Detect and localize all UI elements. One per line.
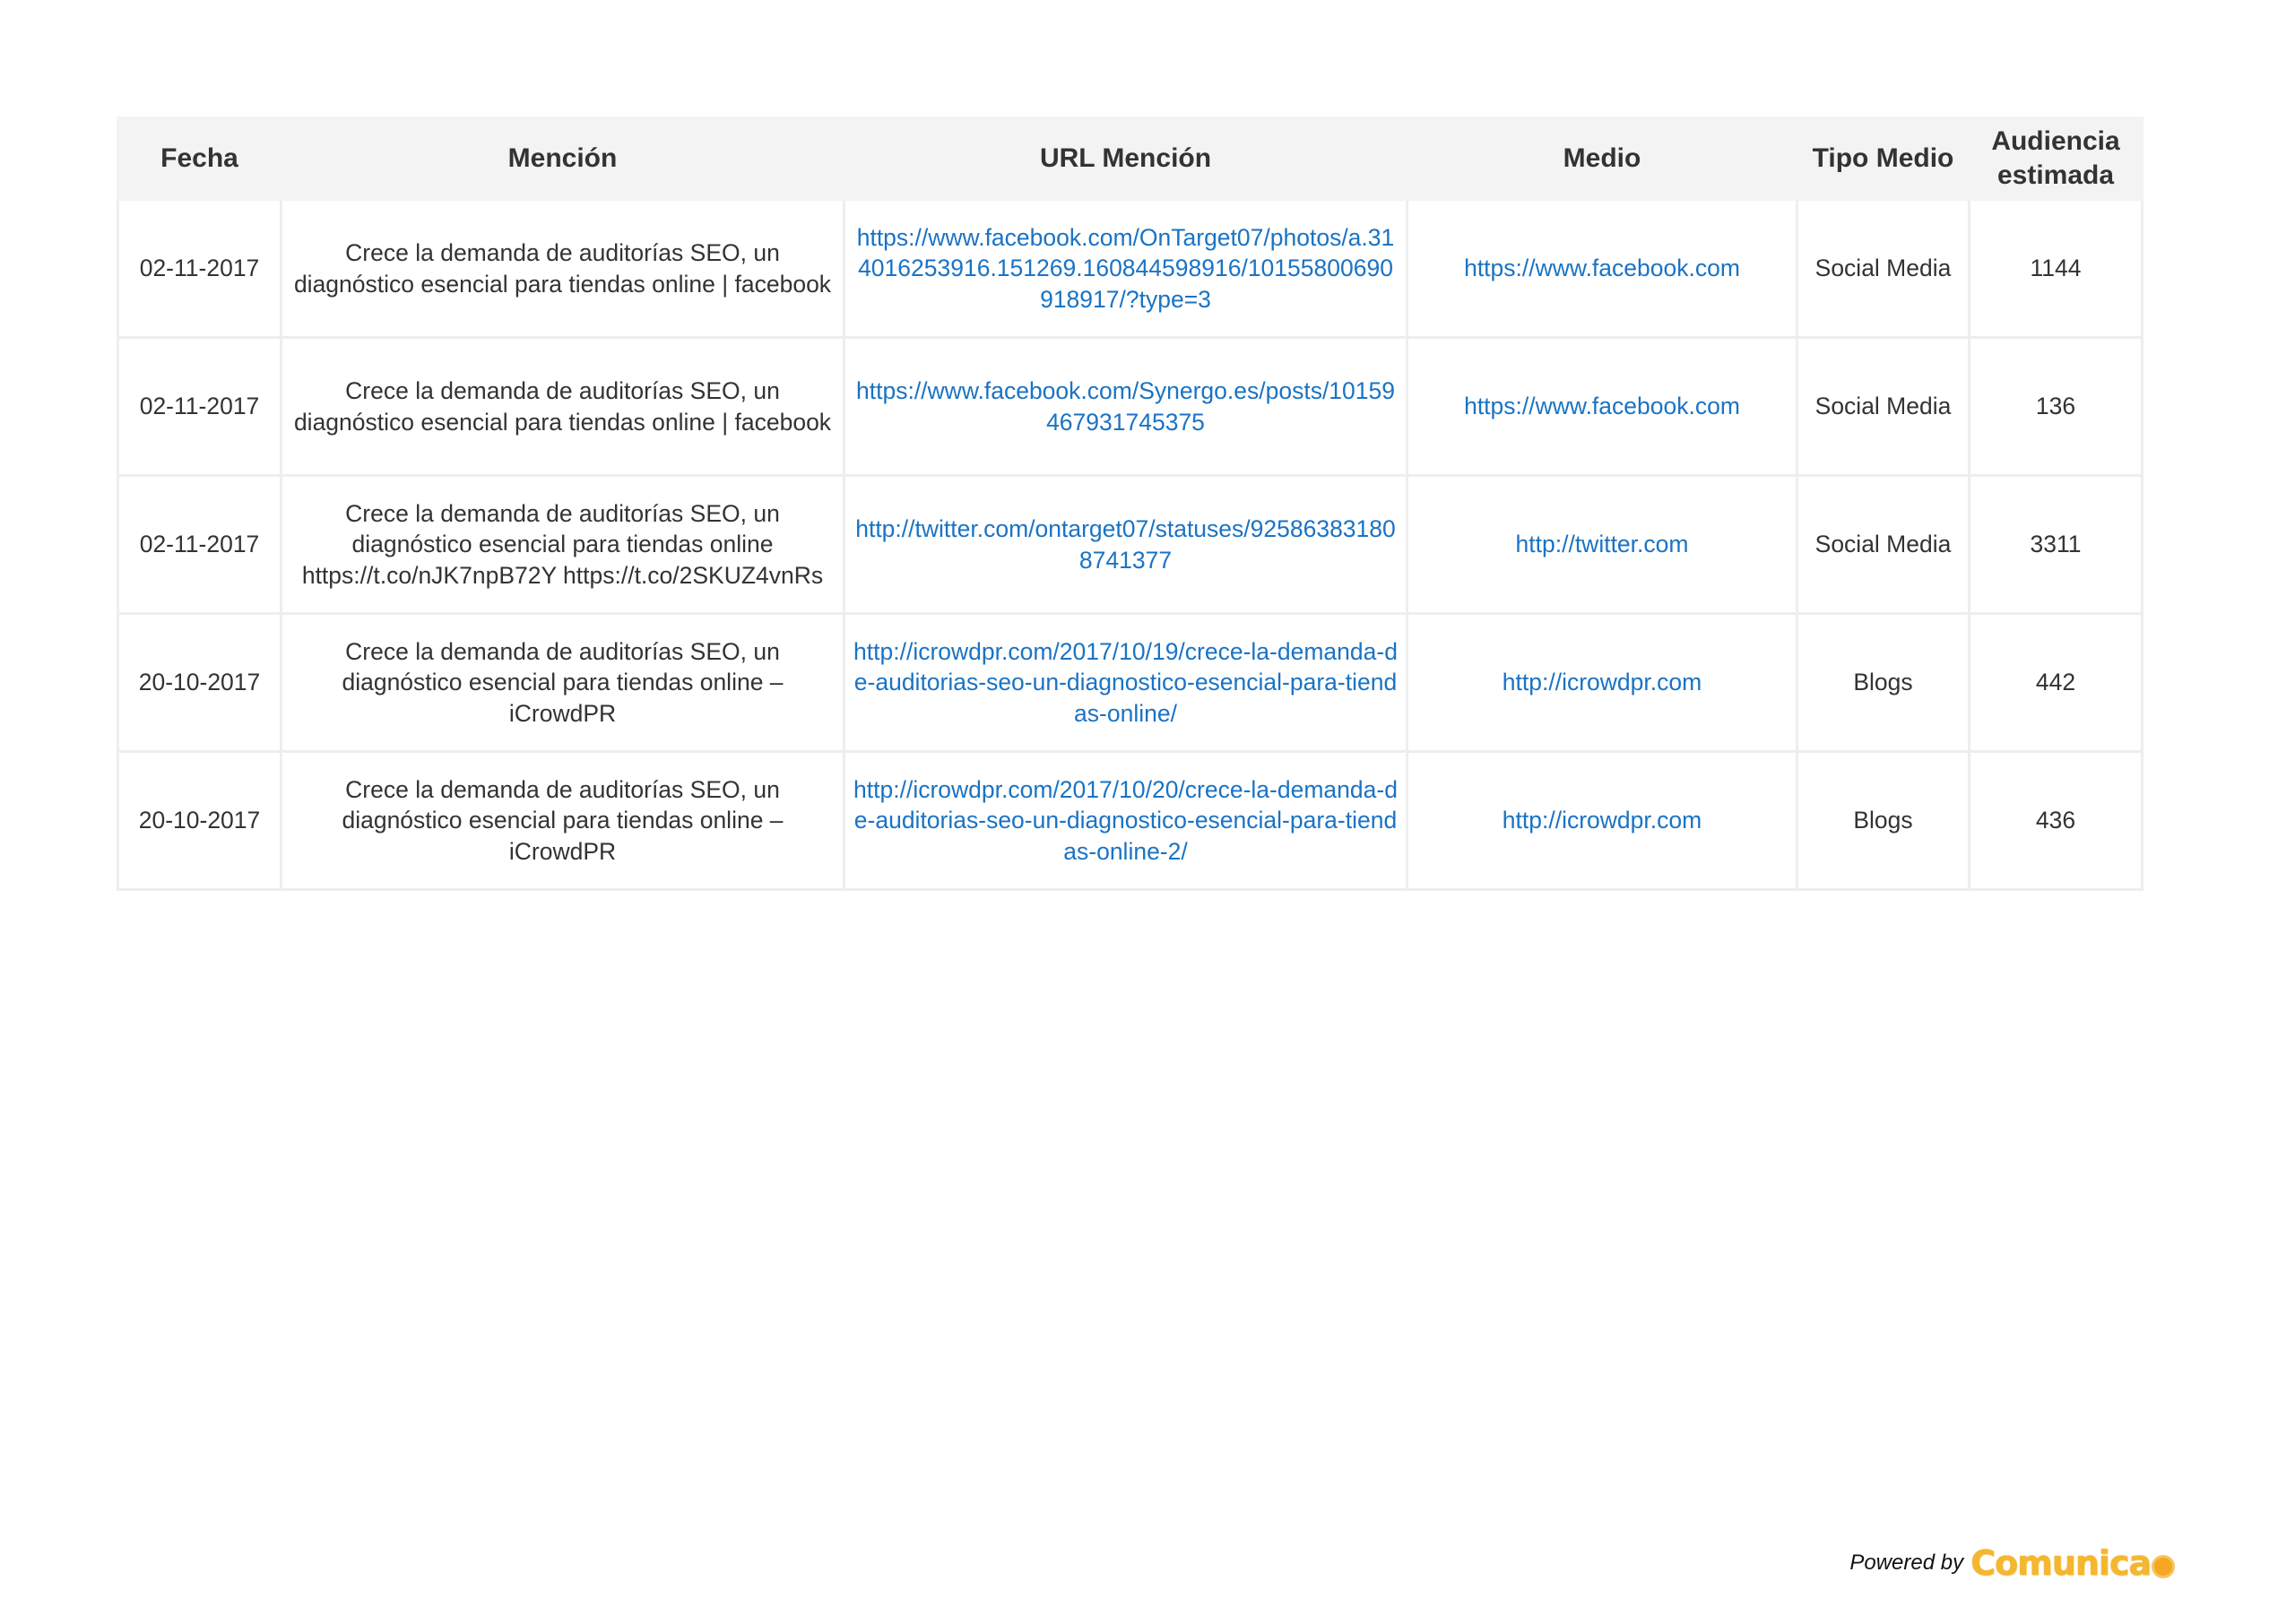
url-mencion-link[interactable]: https://www.facebook.com/OnTarget07/photos/a.314016253916.151269.160844598916/10155800690918917/?type=3 [856,223,1395,313]
url-mencion-link[interactable]: http://icrowdpr.com/2017/10/19/crece-la-demanda-de-auditorias-seo-un-diagnostico-esencial-para-tiendas-online/ [853,637,1398,727]
medio-link[interactable]: http://twitter.com [1515,531,1689,558]
powered-by-text: Powered by [1849,1551,1964,1575]
mencion-cell: Crece la demanda de auditorías SEO, un diagnóstico esencial para tiendas online – iCrowdPR [281,752,844,890]
medio-link[interactable]: https://www.facebook.com [1464,255,1740,282]
audiencia-cell: 436 [1970,752,2143,890]
table-row [118,338,2143,476]
footer [1849,1543,2175,1583]
column-header-tipo-medio: Tipo Medio [1797,118,1970,200]
tipo-medio-cell: Blogs [1797,614,1970,752]
table-row [118,752,2143,890]
medio-link[interactable]: http://icrowdpr.com [1502,807,1702,834]
column-header-fecha: Fecha [118,118,281,200]
medio-cell [1407,752,1797,890]
table-row [118,200,2143,338]
tipo-medio-cell: Social Media [1797,338,1970,476]
fecha-cell: 02-11-2017 [118,476,281,614]
mentions-table [117,117,2143,891]
url-mencion-link[interactable]: http://icrowdpr.com/2017/10/20/crece-la-demanda-de-auditorias-seo-un-diagnostico-esencial-para-tiendas-online-2/ [853,775,1398,865]
url-mencion-link[interactable]: http://twitter.com/ontarget07/statuses/925863831808741377 [855,515,1396,574]
audiencia-cell: 1144 [1970,200,2143,338]
medio-cell [1407,476,1797,614]
audiencia-cell: 136 [1970,338,2143,476]
brand-dot-icon [2152,1555,2175,1578]
column-header-medio: Medio [1407,118,1797,200]
audiencia-cell: 442 [1970,614,2143,752]
column-header-mencion: Mención [281,118,844,200]
fecha-cell: 02-11-2017 [118,338,281,476]
mencion-cell: Crece la demanda de auditorías SEO, un diagnóstico esencial para tiendas online – iCrowdPR [281,614,844,752]
url-mencion-cell [844,338,1407,476]
brand-logo [1970,1543,2175,1583]
url-mencion-cell [844,200,1407,338]
mencion-cell: Crece la demanda de auditorías SEO, un diagnóstico esencial para tiendas online | facebook [281,200,844,338]
medio-cell [1407,200,1797,338]
medio-link[interactable]: https://www.facebook.com [1464,393,1740,420]
table-row [118,476,2143,614]
fecha-cell: 20-10-2017 [118,614,281,752]
brand-logo-text: Comunica [1970,1543,2151,1583]
column-header-url-mencion: URL Mención [844,118,1407,200]
fecha-cell: 02-11-2017 [118,200,281,338]
url-mencion-cell [844,752,1407,890]
medio-cell [1407,338,1797,476]
table-header-row [118,118,2143,200]
medio-cell [1407,614,1797,752]
url-mencion-cell [844,476,1407,614]
table-row [118,614,2143,752]
fecha-cell: 20-10-2017 [118,752,281,890]
mencion-cell: Crece la demanda de auditorías SEO, un diagnóstico esencial para tiendas online | facebook [281,338,844,476]
mencion-cell: Crece la demanda de auditorías SEO, un diagnóstico esencial para tiendas online https://t.co/nJK7npB72Y https://t.co/2SKUZ4vnRs [281,476,844,614]
tipo-medio-cell: Blogs [1797,752,1970,890]
url-mencion-cell [844,614,1407,752]
tipo-medio-cell: Social Media [1797,200,1970,338]
medio-link[interactable]: http://icrowdpr.com [1502,669,1702,696]
audiencia-cell: 3311 [1970,476,2143,614]
url-mencion-link[interactable]: https://www.facebook.com/Synergo.es/posts/10159467931745375 [856,377,1395,436]
tipo-medio-cell: Social Media [1797,476,1970,614]
column-header-audiencia-estimada: Audiencia estimada [1970,118,2143,200]
